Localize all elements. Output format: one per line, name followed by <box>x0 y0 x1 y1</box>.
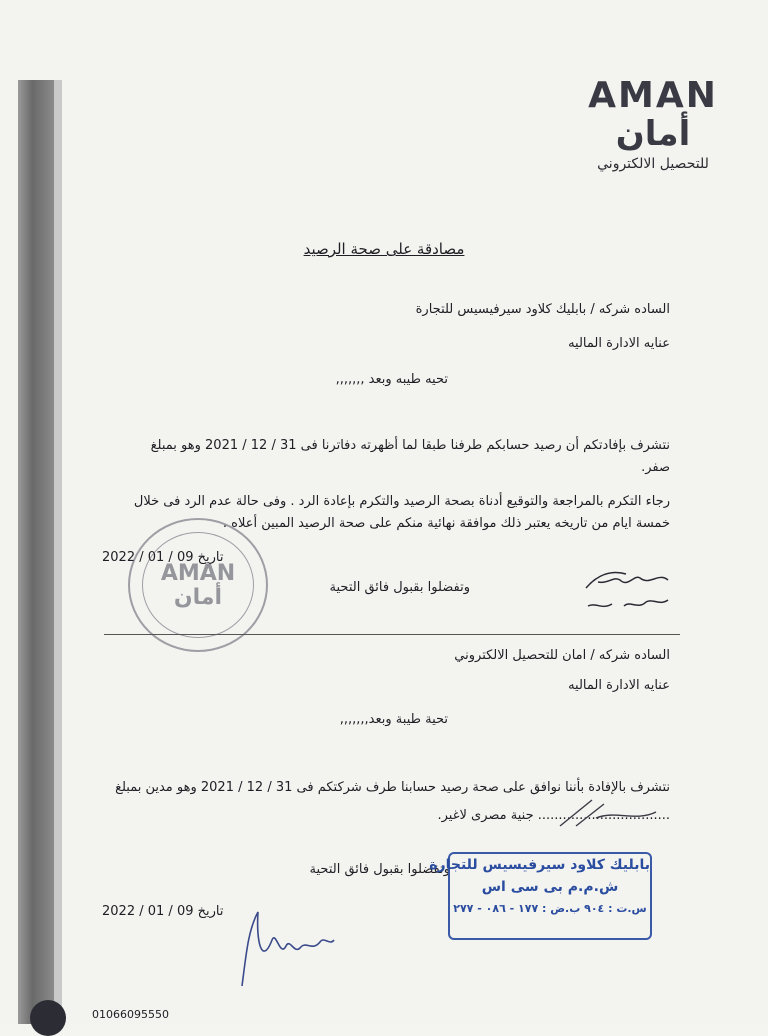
logo-subtitle: للتحصيل الالكتروني <box>597 156 709 172</box>
stamp-line-3: س.ت : ٩٠٤ ب.ض : ١٧٧ - ٠٨٦ - ٢٧٧ <box>453 902 647 915</box>
section-divider <box>104 634 680 635</box>
letter1-greeting: تحيه طيبه وبعد ,,,,,,, <box>335 372 448 387</box>
company-stamp <box>429 852 652 940</box>
letter2-closing: وتفضلوا بقبول فائق التحية <box>309 862 450 877</box>
letter1-body-line1: نتشرف بإفادتكم أن رصيد حسابكم طرفنا طبقا لما أظهرته دفاترنا فى 31 / 12 / 2021 وهو بمبلغ <box>150 438 670 453</box>
scan-edge-bar <box>18 80 54 1024</box>
page-number-circle <box>30 1000 66 1036</box>
logo-latin: AMAN <box>588 75 718 116</box>
scan-edge-inner <box>54 80 62 1024</box>
footer-phone: 01066095550 <box>92 1008 169 1021</box>
letter2-body-line1: نتشرف بالإفادة بأننا نوافق على صحة رصيد حسابنا طرف شركتكم فى 31 / 12 / 2021 وهو مدين بمبلغ <box>115 780 670 795</box>
handwritten-signature-2 <box>228 906 338 990</box>
aman-logo <box>588 75 718 172</box>
letter2-body-line2: ................................ جنية مصرى لاغير. <box>437 808 670 823</box>
stamp-line-1: بابليك كلاود سيرفيسيس للتجارة <box>429 857 650 873</box>
letter2-recipient: الساده شركه / امان للتحصيل الالكتروني <box>454 648 670 663</box>
stamp-line-2: ش.م.م بى سى اس <box>481 879 619 895</box>
handwritten-amount-scribble <box>556 796 666 832</box>
letter1-request-line2: خمسة ايام من تاريخه يعتبر ذلك موافقة نهائية منكم على صحة الرصيد المبين أعلاه . <box>222 516 670 531</box>
page-title: مصادقة على صحة الرصيد <box>303 240 465 258</box>
handwritten-signature-1 <box>568 566 678 616</box>
letter1-attention: عنايه الادارة الماليه <box>568 336 670 351</box>
logo-arabic: أمان <box>615 114 691 154</box>
letter1-closing: وتفضلوا بقبول فائق التحية <box>329 580 470 595</box>
letter1-request-line1: رجاء التكرم بالمراجعة والتوقيع أدناة بصحة الرصيد والتكرم بإعادة الرد . وفى حالة عدم الرد فى خلال <box>133 494 670 509</box>
seal-arabic: أمان <box>173 585 223 610</box>
letter1-body-line2: صفر. <box>641 460 670 475</box>
letter2-attention: عنايه الادارة الماليه <box>568 678 670 693</box>
aman-round-seal <box>128 518 268 652</box>
letter2-date: تاريخ 09 / 01 / 2022 <box>102 904 224 919</box>
letter1-recipient: الساده شركه / بابليك كلاود سيرفيسيس للتجارة <box>415 302 670 317</box>
letter1-date: تاريخ 09 / 01 / 2022 <box>102 550 224 565</box>
seal-latin: AMAN <box>160 561 236 586</box>
letter2-greeting: تحية طيبة وبعد,,,,,,, <box>339 712 448 727</box>
